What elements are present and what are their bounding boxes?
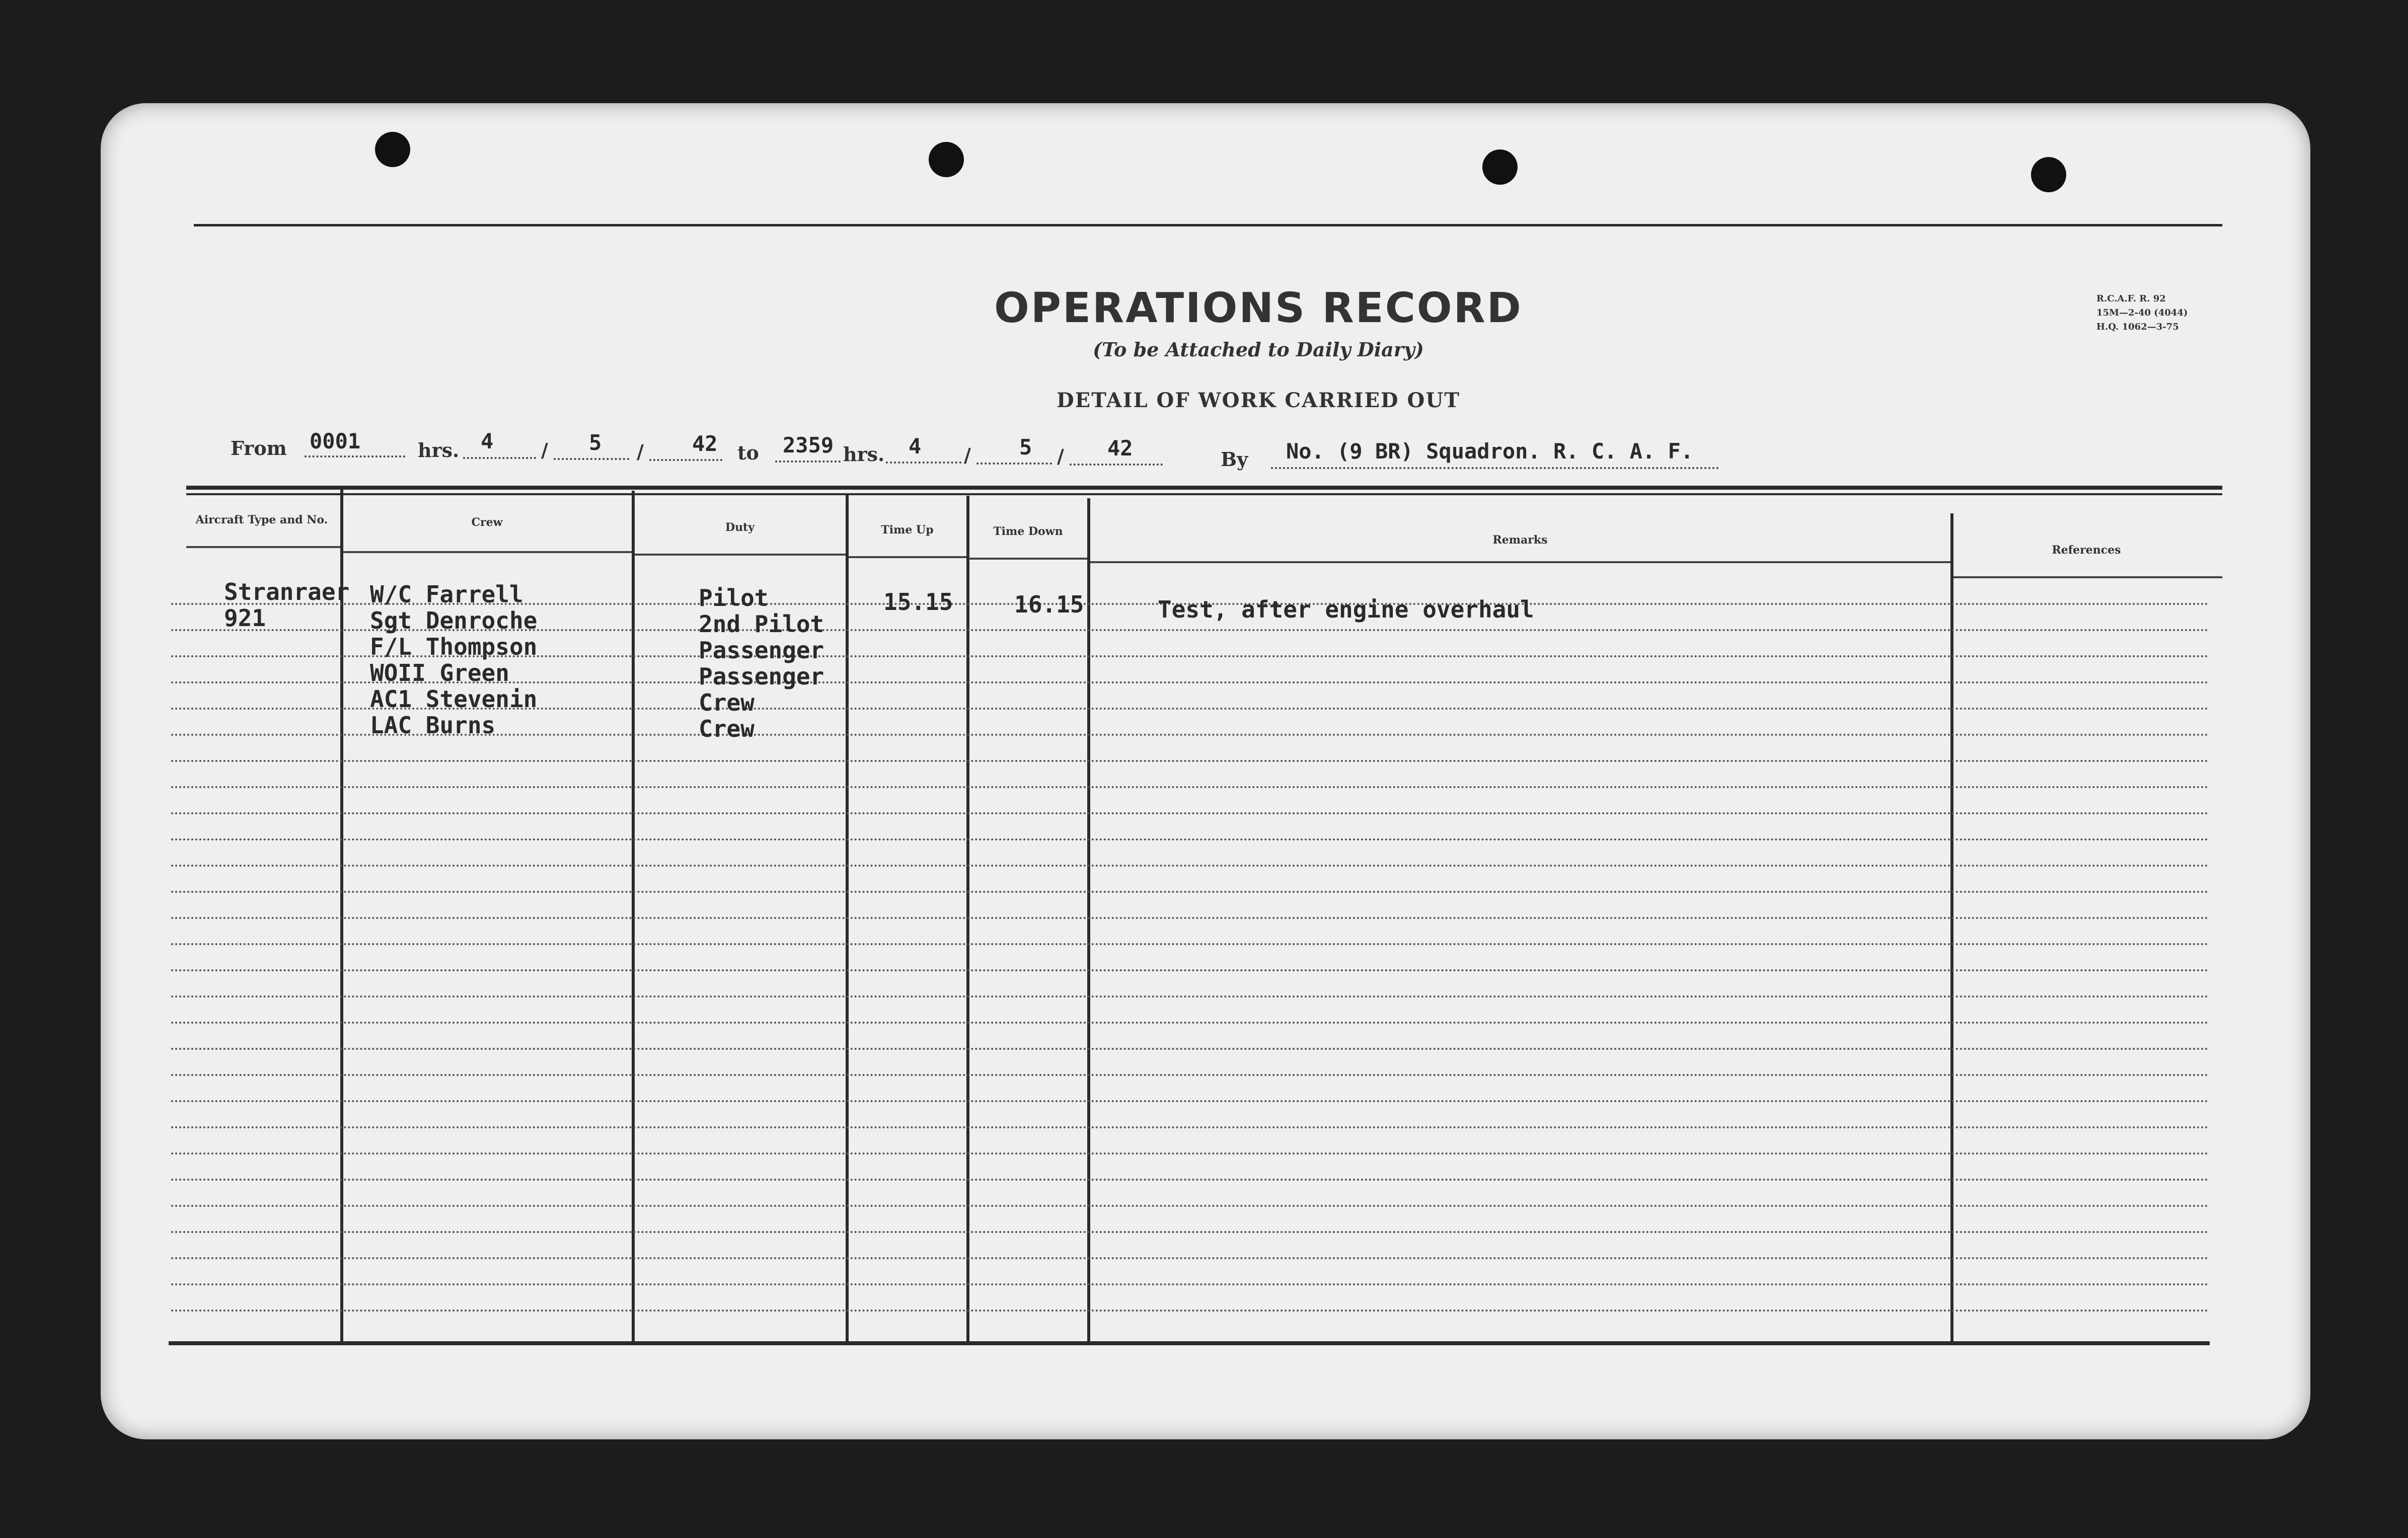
from-label: From (231, 437, 287, 459)
ruled-line (171, 1231, 2210, 1233)
ruled-line (171, 943, 2210, 945)
to-hrs-underline (775, 460, 841, 463)
form-subtitle: (To be Attached to Daily Diary) (1093, 338, 1424, 361)
ruled-line (171, 1126, 2210, 1128)
date-separator: / (1057, 445, 1064, 468)
to-year-underline (1070, 464, 1163, 466)
ruled-line (171, 1179, 2210, 1181)
ruled-line (171, 1205, 2210, 1207)
from-day-underline (463, 457, 536, 459)
header-aircraft: Aircraft Type and No. (195, 513, 328, 526)
squadron-value: No. (9 BR) Squadron. R. C. A. F. (1286, 439, 1694, 464)
table-top-rule (186, 486, 2222, 490)
ruled-line (171, 1310, 2210, 1312)
date-separator: / (964, 444, 971, 467)
duty: Crew (699, 715, 755, 742)
punch-hole-4 (2031, 157, 2066, 192)
date-separator: / (541, 439, 548, 462)
form-code-line: R.C.A.F. R. 92 (2096, 293, 2166, 304)
form-code-line: 15M—2-40 (4044) (2096, 307, 2188, 318)
duty: Passenger (699, 637, 824, 664)
crew-member: Sgt Denroche (370, 607, 538, 634)
ruled-line (171, 995, 2210, 997)
ruled-line (171, 1022, 2210, 1024)
to-hrs-value: 2359 (783, 433, 834, 457)
detail-heading: DETAIL OF WORK CARRIED OUT (1056, 389, 1461, 412)
ruled-line (171, 1100, 2210, 1102)
header-time-down: Time Down (993, 525, 1063, 538)
duty: Crew (699, 689, 755, 716)
header-rule (969, 558, 1087, 560)
header-crew: Crew (471, 516, 503, 529)
ruled-line (171, 1257, 2210, 1259)
from-hrs-underline (305, 455, 405, 457)
ruled-line (171, 812, 2210, 814)
from-month-underline (554, 458, 629, 460)
from-day-value: 4 (481, 429, 494, 453)
column-divider (966, 496, 969, 1342)
ruled-line (171, 1048, 2210, 1050)
column-divider (1087, 498, 1090, 1342)
ruled-line (171, 838, 2210, 840)
table-top-rule-2 (186, 493, 2222, 495)
remarks-value: Test, after engine overhaul (1158, 596, 1534, 623)
from-year-underline (649, 459, 722, 461)
to-day-underline (886, 462, 961, 464)
crew-member: F/L Thompson (370, 633, 538, 660)
column-divider (1950, 513, 1953, 1342)
ruled-line (171, 786, 2210, 788)
header-references: References (2052, 544, 2121, 557)
header-remarks: Remarks (1492, 533, 1548, 547)
ruled-line (171, 1152, 2210, 1155)
punch-hole-1 (375, 132, 410, 167)
ruled-line (171, 917, 2210, 919)
header-duty: Duty (725, 521, 755, 534)
duty: 2nd Pilot (699, 610, 824, 638)
header-rule (635, 554, 846, 556)
crew-member: LAC Burns (370, 712, 496, 739)
ruled-line (171, 760, 2210, 762)
table-bottom-rule (169, 1341, 2210, 1345)
to-day-value: 4 (909, 434, 922, 458)
column-divider (340, 489, 343, 1342)
column-divider (632, 491, 635, 1342)
duty: Passenger (699, 663, 824, 690)
form-title: OPERATIONS RECORD (994, 284, 1523, 332)
hrs-label: hrs. (843, 443, 885, 466)
time-down-value: 16.15 (1014, 591, 1084, 618)
ruled-line (171, 1283, 2210, 1285)
header-rule (343, 551, 632, 553)
ruled-line (171, 865, 2210, 867)
header-rule (1953, 576, 2222, 578)
form-code (2096, 292, 2227, 334)
punch-hole-2 (929, 142, 964, 177)
form-code-line: H.Q. 1062—3-75 (2096, 322, 2179, 332)
from-month-value: 5 (589, 430, 602, 455)
hrs-label: hrs. (418, 439, 460, 462)
from-hrs-value: 0001 (310, 429, 361, 453)
crew-member: AC1 Stevenin (370, 685, 538, 713)
by-underline (1271, 467, 1719, 469)
header-rule (1090, 561, 1950, 563)
date-separator: / (637, 440, 644, 463)
crew-member: W/C Farrell (370, 581, 523, 608)
ruled-line (171, 969, 2210, 971)
duty: Pilot (699, 584, 769, 611)
header-time-up: Time Up (881, 523, 934, 536)
top-rule (194, 224, 2222, 226)
from-year-value: 42 (692, 431, 718, 456)
crew-member: WOII Green (370, 659, 509, 686)
to-label: to (737, 441, 759, 464)
header-rule (849, 556, 966, 558)
aircraft-type: Stranraer (224, 578, 350, 605)
to-month-value: 5 (1019, 435, 1032, 459)
to-year-value: 42 (1107, 436, 1133, 460)
punch-hole-3 (1482, 149, 1518, 185)
header-rule (186, 546, 340, 548)
ruled-line (171, 1074, 2210, 1076)
aircraft-number: 921 (224, 604, 266, 632)
by-label: By (1221, 448, 1248, 471)
time-up-value: 15.15 (883, 588, 953, 616)
to-month-underline (976, 463, 1052, 465)
ruled-line (171, 891, 2210, 893)
